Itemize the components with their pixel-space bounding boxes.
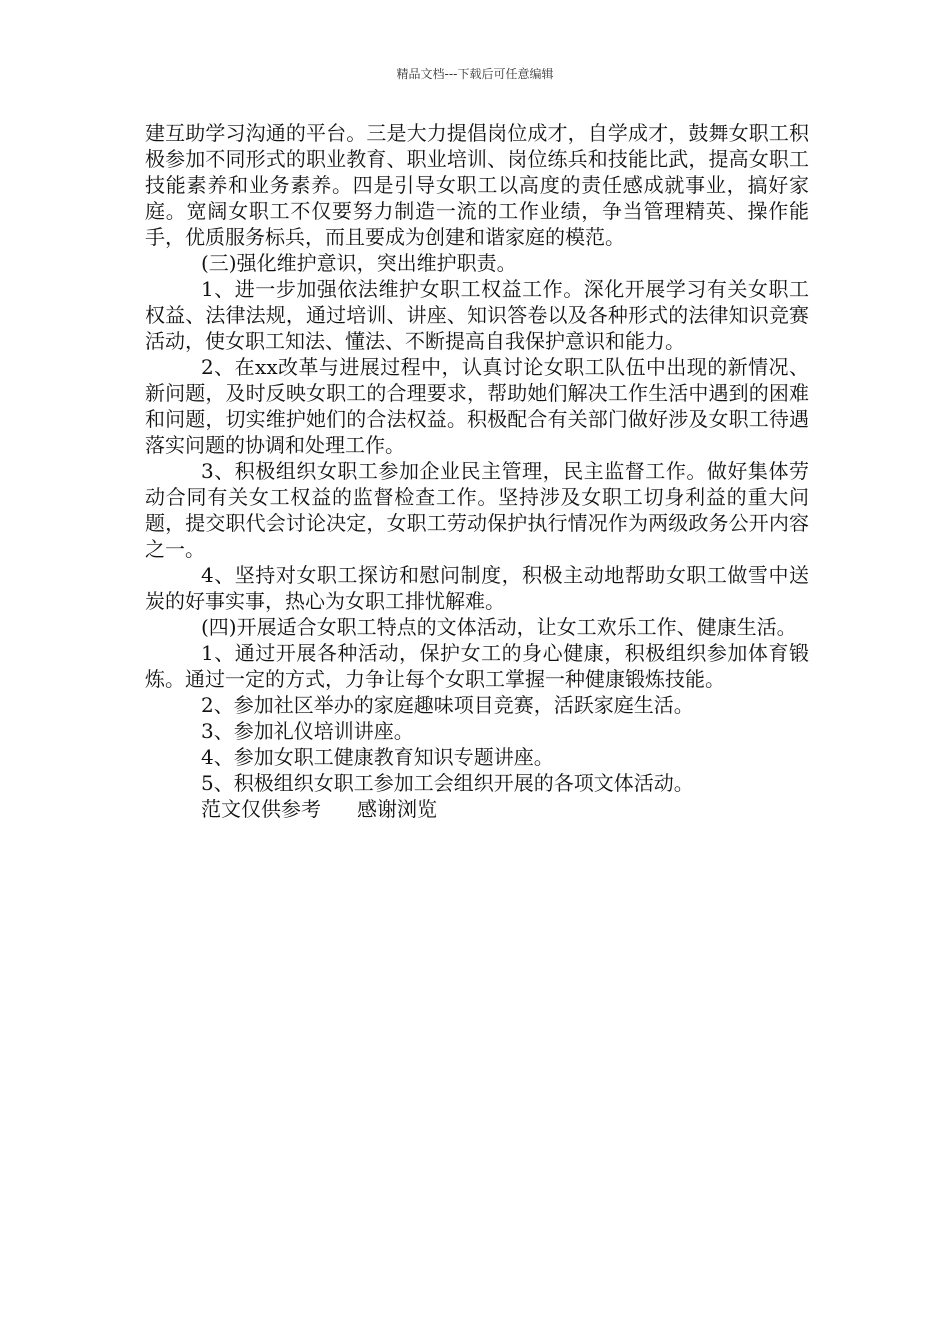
paragraph-item-3: 3、积极组织女职工参加企业民主管理，民主监督工作。做好集体劳动合同有关女工权益的监督检查工作。坚持涉及女职工切身利益的重大问题，提交职代会讨论决定，女职工劳动保护执行情况作为两级政务公开内容之一。 — [145, 459, 809, 561]
document-body — [145, 120, 809, 822]
paragraph-item-4-5: 5、积极组织女职工参加工会组织开展的各项文体活动。 — [201, 771, 694, 795]
paragraph-item-4-3: 3、参加礼仪培训讲座。 — [201, 719, 414, 743]
section-heading-3: (三)强化维护意识，突出维护职责。 — [201, 251, 517, 275]
paragraph-item-4: 4、坚持对女职工探访和慰问制度，积极主动地帮助女职工做雪中送炭的好事实事，热心为女职工排忧解难。 — [145, 563, 809, 613]
page-header: 精品文档---下载后可任意编辑 — [396, 67, 554, 81]
paragraph-item-4-2: 2、参加社区举办的家庭趣味项目竞赛，活跃家庭生活。 — [201, 693, 694, 717]
paragraph-continuation: 建互助学习沟通的平台。三是大力提倡岗位成才，自学成才，鼓舞女职工积极参加不同形式的职业教育、职业培训、岗位练兵和技能比武，提高女职工技能素养和业务素养。四是引导女职工以高度的责任感成就事业，搞好家庭。宽阔女职工不仅要努力制造一流的工作业绩，争当管理精英、操作能手，优质服务标兵，而且要成为创建和谐家庭的模范。 — [145, 121, 809, 249]
section-heading-4: (四)开展适合女职工特点的文体活动，让女工欢乐工作、健康生活。 — [201, 615, 797, 639]
footer-note-right: 感谢浏览 — [357, 797, 437, 821]
footer-note-left: 范文仅供参考 — [201, 797, 321, 821]
paragraph-item-4-1: 1、通过开展各种活动，保护女工的身心健康，积极组织参加体育锻炼。通过一定的方式，力争让每个女职工掌握一种健康锻炼技能。 — [145, 641, 809, 691]
paragraph-item-1: 1、进一步加强依法维护女职工权益工作。深化开展学习有关女职工权益、法律法规，通过培训、讲座、知识答卷以及各种形式的法律知识竞赛活动，使女职工知法、懂法、不断提高自我保护意识和能力。 — [145, 277, 809, 353]
footer-note — [145, 796, 809, 822]
paragraph-item-4-4: 4、参加女职工健康教育知识专题讲座。 — [201, 745, 554, 769]
paragraph-item-2: 2、在xx改革与进展过程中，认真讨论女职工队伍中出现的新情况、新问题，及时反映女职工的合理要求，帮助她们解决工作生活中遇到的困难和问题，切实维护她们的合法权益。积极配合有关部门做好涉及女职工待遇落实问题的协调和处理工作。 — [145, 355, 809, 457]
